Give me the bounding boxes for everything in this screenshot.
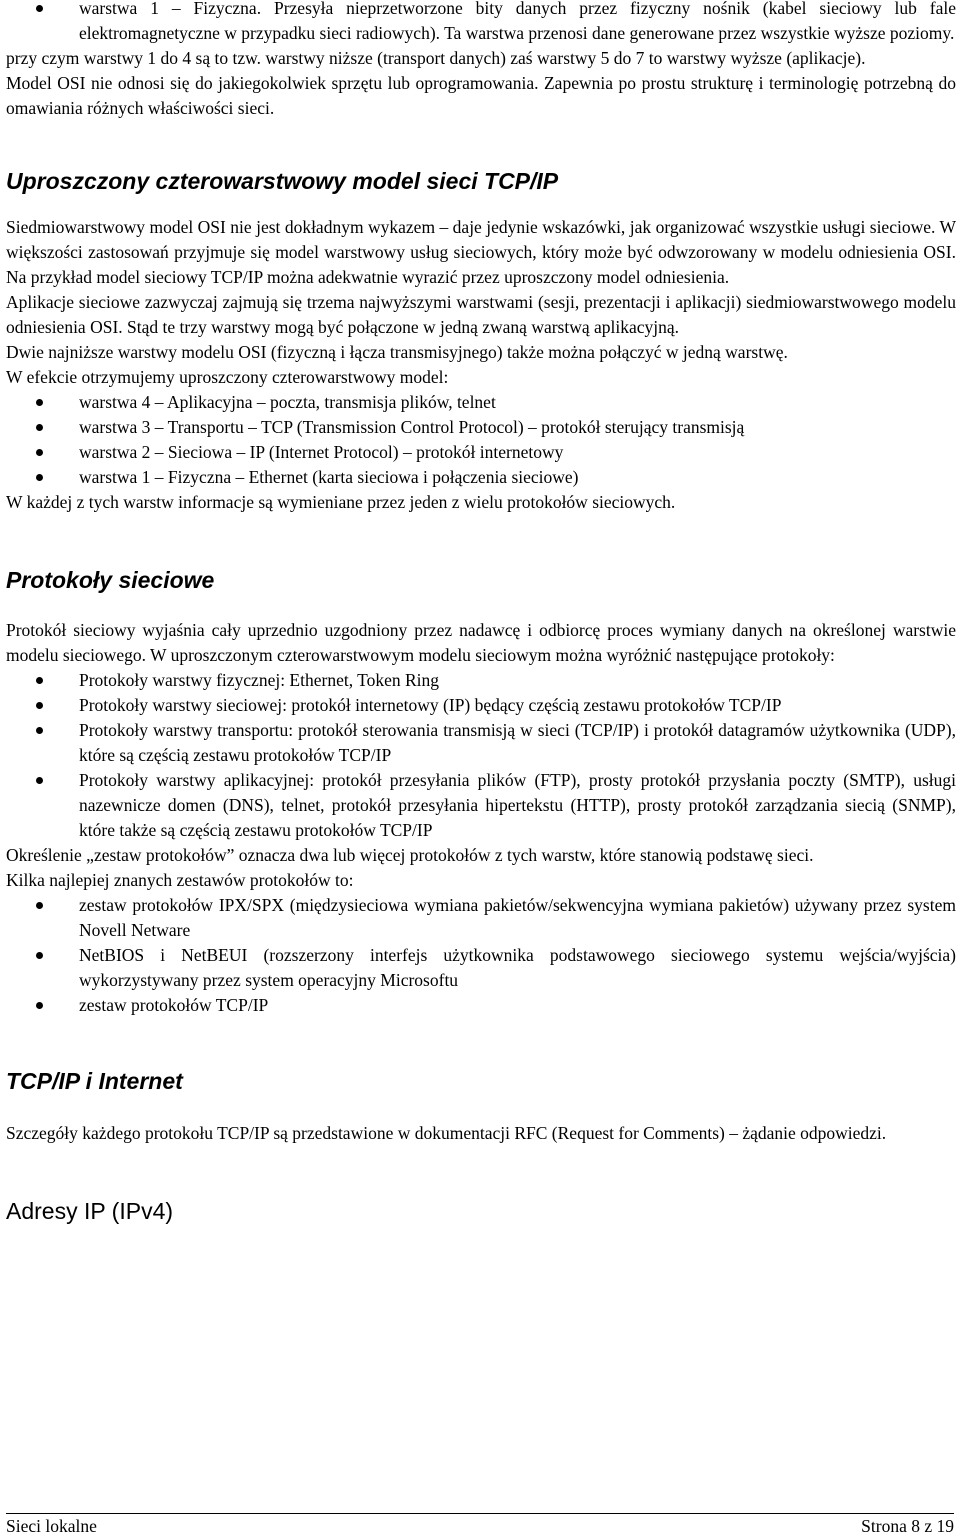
- paragraph-known-suites: Kilka najlepiej znanych zestawów protokołów to:: [6, 870, 354, 890]
- heading-tcpip-internet: TCP/IP i Internet: [6, 1068, 183, 1094]
- list-item: Protokoły warstwy fizycznej: Ethernet, Token Ring: [6, 668, 956, 693]
- list-item: zestaw protokołów IPX/SPX (międzysieciowa wymiana pakietów/sekwencyjna wymiana pakietów) używany przez system Novell Netware: [6, 893, 956, 943]
- bullet-physical-layer: warstwa 1 – Fizyczna. Przesyła nieprzetworzone bity danych przez fizyczny nośnik (kabel sieciowy lub fale elektromagnetyczne w przypadku sieci radiowych). Ta warstwa przenosi dane generowane przez wszystkie wyższe poziomy.: [6, 0, 956, 46]
- list-item: zestaw protokołów TCP/IP: [6, 993, 956, 1018]
- page-footer: [6, 1513, 954, 1538]
- list-item: warstwa 2 – Sieciowa – IP (Internet Protocol) – protokół internetowy: [6, 440, 956, 465]
- list-item: warstwa 4 – Aplikacyjna – poczta, transmisja plików, telnet: [6, 390, 956, 415]
- list-item: Protokoły warstwy sieciowej: protokół internetowy (IP) będący częścią zestawu protokołów TCP/IP: [6, 693, 956, 718]
- paragraph-application-layers: Aplikacje sieciowe zazwyczaj zajmują się trzema najwyższymi warstwami (sesji, prezentacji i aplikacji) siedmiowarstwowego modelu odniesienia OSI. Stąd te trzy warstwy mogą być połączone w jedną zwaną warstwą aplikacyjną.: [6, 292, 956, 337]
- paragraph-osi-seven-layer: Siedmiowarstwowy model OSI nie jest dokładnym wykazem – daje jedynie wskazówki, jak organizować wszystkie usługi sieciowe. W większości zastosowań przyjmuje się model warstwowy usług sieciowych, który może być odwzorowany w modelu odniesienia OSI. Na przykład model sieciowy TCP/IP można adekwatnie wyrazić przez uproszczony model odniesienia.: [6, 217, 956, 287]
- list-item: warstwa 1 – Fizyczna – Ethernet (karta sieciowa i połączenia sieciowe): [6, 465, 956, 490]
- list-item: Protokoły warstwy aplikacyjnej: protokół przesyłania plików (FTP), prosty protokół przysłania poczty (SMTP), usługi nazewnicze domen (DNS), telnet, protokół przesyłania hipertekstu (HTTP), prosty protokół zarządzania siecią (SNMP), które także są częścią zestawu protokołów TCP/IP: [6, 768, 956, 843]
- list-item: warstwa 3 – Transportu – TCP (Transmission Control Protocol) – protokół sterujący transmisją: [6, 415, 956, 440]
- paragraph-protocol-definition: Protokół sieciowy wyjaśnia cały uprzednio uzgodniony przez nadawcę i odbiorcę proces wymiany danych na określonej warstwie modelu sieciowego. W uproszczonym czterowarstwowym modelu sieciowym można wyróżnić następujące protokoły:: [6, 620, 956, 665]
- paragraph-rfc: Szczegóły każdego protokołu TCP/IP są przedstawione w dokumentacji RFC (Request for Comments) – żądanie odpowiedzi.: [6, 1123, 887, 1143]
- paragraph-lower-layers: Dwie najniższe warstwy modelu OSI (fizyczną i łącza transmisyjnego) także można połączyć w jedną warstwę.: [6, 342, 788, 362]
- paragraph-protocol-suite: Określenie „zestaw protokołów” oznacza dwa lub więcej protokołów z tych warstw, które stanowią podstawę sieci.: [6, 845, 814, 865]
- paragraph-protocol-exchange: W każdej z tych warstw informacje są wymieniane przez jeden z wielu protokołów sieciowych.: [6, 492, 676, 512]
- paragraph-layer-groups: przy czym warstwy 1 do 4 są to tzw. warstwy niższe (transport danych) zaś warstwy 5 do 7 to warstwy wyższe (aplikacje).: [6, 48, 866, 68]
- footer-title: Sieci lokalne: [6, 1516, 97, 1536]
- heading-ip-addresses: Adresy IP (IPv4): [6, 1198, 174, 1224]
- document-page: [6, 0, 956, 1225]
- heading-network-protocols: Protokoły sieciowe: [6, 567, 215, 593]
- paragraph-osi-model: Model OSI nie odnosi się do jakiegokolwiek sprzętu lub oprogramowania. Zapewnia po prostu strukturę i terminologię potrzebną do omawiania różnych właściwości sieci.: [6, 73, 956, 118]
- heading-tcpip-model: Uproszczony czterowarstwowy model sieci TCP/IP: [6, 168, 559, 194]
- page-number: Strona 8 z 19: [861, 1516, 954, 1536]
- paragraph-four-layer-intro: W efekcie otrzymujemy uproszczony czterowarstwowy model:: [6, 367, 449, 387]
- list-item: NetBIOS i NetBEUI (rozszerzony interfejs użytkownika podstawowego sieciowego systemu wejścia/wyjścia) wykorzystywany przez system operacyjny Microsoftu: [6, 943, 956, 993]
- list-item: Protokoły warstwy transportu: protokół sterowania transmisją w sieci (TCP/IP) i protokół datagramów użytkownika (UDP), które są częścią zestawu protokołów TCP/IP: [6, 718, 956, 768]
